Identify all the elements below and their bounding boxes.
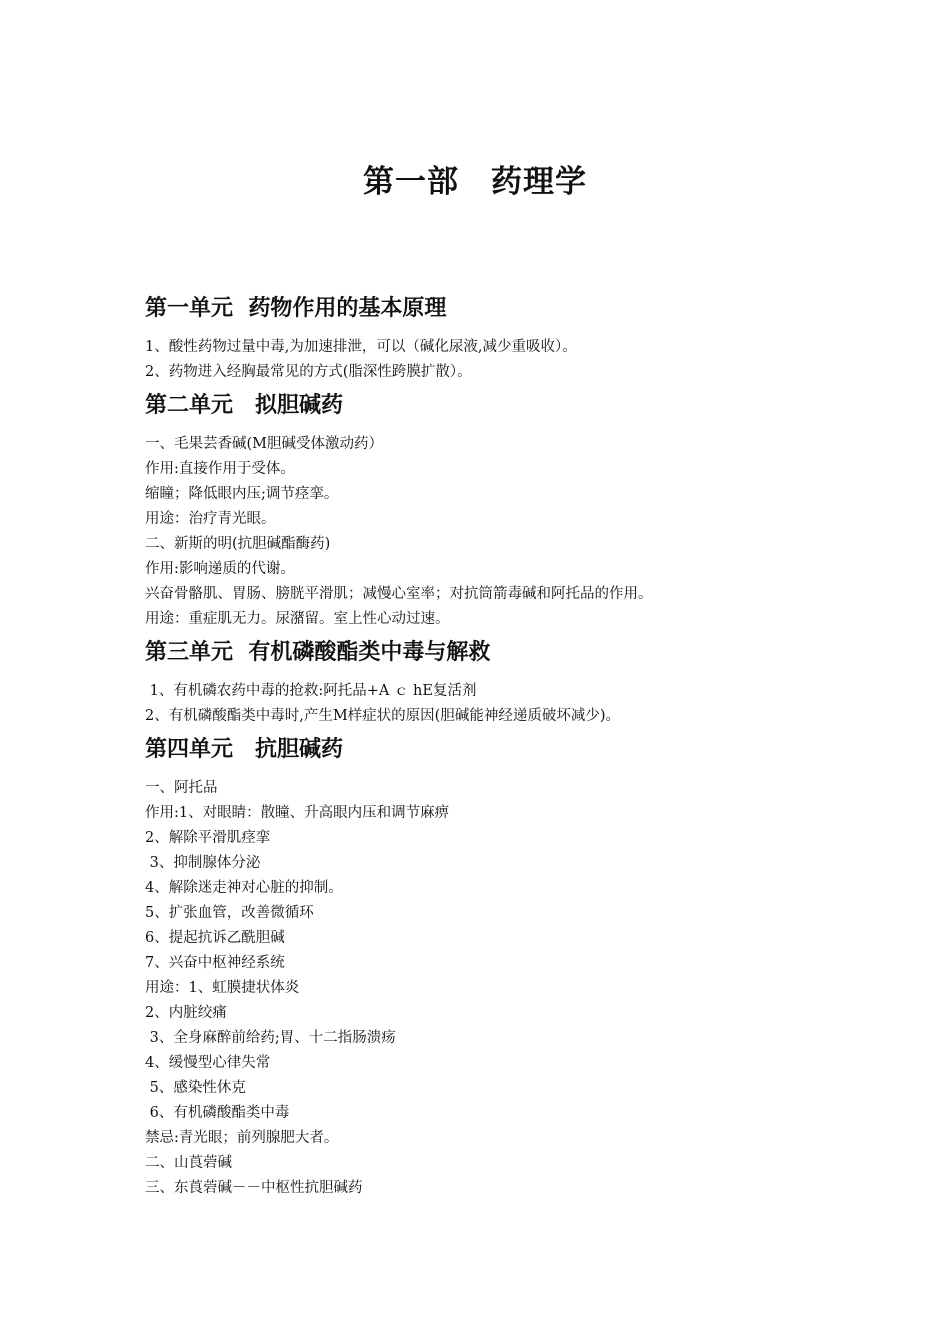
unit-section bbox=[145, 292, 865, 385]
text-line: 1、有机磷农药中毒的抢救:阿托品+A ｃ hE复活剂 bbox=[145, 683, 477, 699]
unit-section bbox=[145, 389, 865, 632]
document-body bbox=[145, 292, 865, 1201]
text-line: 5、扩张血管，改善微循环 bbox=[145, 905, 314, 921]
text-line: 5、感染性休克 bbox=[145, 1080, 246, 1096]
text-line: 1、酸性药物过量中毒,为加速排泄，可以（碱化尿液,减少重吸收）。 bbox=[145, 339, 577, 355]
text-line: 作用:直接作用于受体。 bbox=[145, 461, 295, 477]
text-line: 缩瞳；降低眼内压;调节痉挛。 bbox=[145, 486, 339, 502]
text-line: 作用:1、对眼睛：散瞳、升高眼内压和调节麻痹 bbox=[145, 805, 450, 821]
text-line: 2、解除平滑肌痉挛 bbox=[145, 830, 271, 846]
text-line: 作用:影响递质的代谢。 bbox=[145, 561, 295, 577]
unit-heading: 第四单元 抗胆碱药 bbox=[145, 737, 344, 762]
unit-heading: 第二单元 拟胆碱药 bbox=[145, 393, 344, 418]
text-line: 三、东莨菪碱－－中枢性抗胆碱药 bbox=[145, 1180, 363, 1196]
text-line: 二、山莨菪碱 bbox=[145, 1155, 232, 1171]
text-line: 2、有机磷酸酯类中毒时,产生M样症状的原因(胆碱能神经递质破坏减少)。 bbox=[145, 708, 620, 724]
text-line: 6、有机磷酸酯类中毒 bbox=[145, 1105, 290, 1121]
text-line: 4、缓慢型心律失常 bbox=[145, 1055, 271, 1071]
unit-heading: 第三单元 有机磷酸酯类中毒与解救 bbox=[145, 640, 491, 665]
text-line: 一、毛果芸香碱(M胆碱受体激动药） bbox=[145, 436, 384, 452]
text-line: 兴奋骨骼肌、胃肠、膀胱平滑肌；减慢心室率；对抗筒箭毒碱和阿托品的作用。 bbox=[145, 586, 653, 602]
text-line: 3、全身麻醉前给药;胃、十二指肠溃疡 bbox=[145, 1030, 396, 1046]
text-line: 用途：治疗青光眼。 bbox=[145, 511, 276, 527]
text-line: 3、抑制腺体分泌 bbox=[145, 855, 261, 871]
text-line: 二、新斯的明(抗胆碱酯酶药) bbox=[145, 536, 331, 552]
unit-section bbox=[145, 733, 865, 1201]
document-title: 第一部 药理学 bbox=[363, 164, 587, 200]
text-line: 禁忌:青光眼；前列腺肥大者。 bbox=[145, 1130, 339, 1146]
text-line: 2、药物进入经胸最常见的方式(脂深性跨膜扩散）。 bbox=[145, 364, 472, 380]
text-line: 6、提起抗诉乙酰胆碱 bbox=[145, 930, 285, 946]
text-line: 2、内脏绞痛 bbox=[145, 1005, 227, 1021]
text-line: 一、阿托品 bbox=[145, 780, 218, 796]
unit-heading: 第一单元 药物作用的基本原理 bbox=[145, 296, 447, 321]
text-line: 用途：重症肌无力。尿潴留。室上性心动过速。 bbox=[145, 611, 450, 627]
text-line: 4、解除迷走神对心脏的抑制。 bbox=[145, 880, 343, 896]
text-line: 用途：1、虹膜捷状体炎 bbox=[145, 980, 300, 996]
unit-section bbox=[145, 636, 865, 729]
text-line: 7、兴奋中枢神经系统 bbox=[145, 955, 285, 971]
